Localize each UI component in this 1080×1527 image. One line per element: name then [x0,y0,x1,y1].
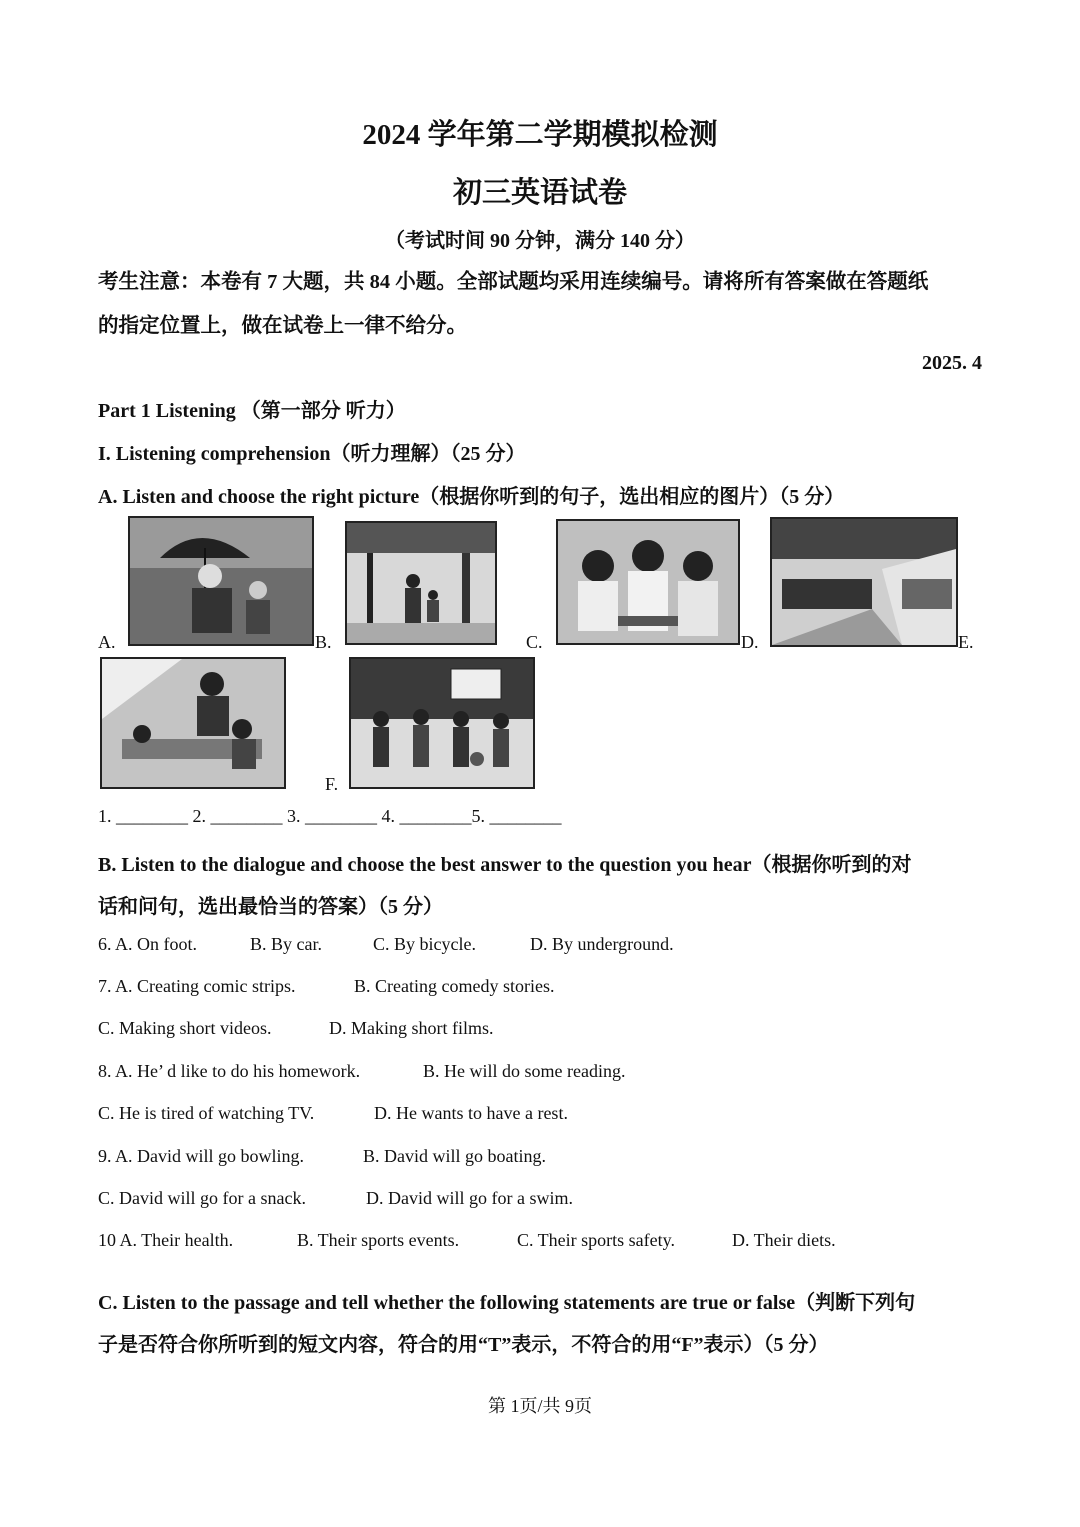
picture-label-a: A. [98,632,116,652]
q8-option-d: D. He wants to have a rest. [374,1103,568,1123]
notice-line-2: 的指定位置上，做在试卷上一律不给分。 [98,315,467,337]
q8-option-a: 8. A. He’ d like to do his homework. [98,1061,361,1081]
page-number: 第 1页/共 9页 [487,1396,592,1416]
q10-option-b: B. Their sports events. [297,1230,460,1250]
section-c-title-line-1: C. Listen to the passage and tell whether the following statements are true or false（判断下列句 [98,1292,916,1314]
q9-option-d: D. David will go for a swim. [366,1188,573,1208]
picture-basketball [349,657,535,789]
q9-option-b: B. David will go boating. [363,1146,546,1166]
q9-option-c: C. David will go for a snack. [98,1188,306,1208]
q10-option-a: 10 A. Their health. [98,1230,234,1250]
q8-option-c: C. He is tired of watching TV. [98,1103,315,1123]
q6-option-b: B. By car. [250,934,322,954]
picture-label-b: B. [315,632,332,652]
q8-option-b: B. He will do some reading. [423,1061,626,1081]
picture-label-c: C. [526,632,543,652]
answer-blanks: 1. ________ 2. ________ 3. ________ 4. ________5. ________ [98,806,562,826]
q9-option-a: 9. A. David will go bowling. [98,1146,304,1166]
q10-option-c: C. Their sports safety. [517,1230,675,1250]
section-b-title-line-1: B. Listen to the dialogue and choose the best answer to the question you hear（根据你听到的对 [98,854,912,876]
q7-option-a: 7. A. Creating comic strips. [98,976,296,996]
exam-date: 2025. 4 [922,352,982,374]
q6-option-c: C. By bicycle. [373,934,476,954]
section-b-title-line-2: 话和问句，选出最恰当的答案）（5 分） [98,896,443,918]
q6-option-a: 6. A. On foot. [98,934,197,954]
notice-line-1: 考生注意：本卷有 7 大题，共 84 小题。全部试题均采用连续编号。请将所有答案做在答题纸 [98,271,929,293]
picture-label-e: E. [958,632,974,652]
section-1-title: I. Listening comprehension（听力理解）（25 分） [98,443,526,465]
q10-option-d: D. Their diets. [732,1230,836,1250]
exam-title: 2024 学年第二学期模拟检测 [362,119,718,151]
q7-option-d: D. Making short films. [329,1018,494,1038]
picture-train-platform [770,517,958,647]
section-a-title: A. Listen and choose the right picture（根据你听到的句子，选出相应的图片）（5 分） [98,486,845,508]
picture-label-f: F. [325,774,339,794]
q7-option-c: C. Making short videos. [98,1018,272,1038]
picture-teacher-classroom [100,657,286,789]
picture-old-man-umbrella [128,516,314,646]
q6-option-d: D. By underground. [530,934,674,954]
q7-option-b: B. Creating comedy stories. [354,976,555,996]
exam-subtitle: 初三英语试卷 [452,177,627,209]
picture-label-d: D. [741,632,759,652]
part1-title: Part 1 Listening （第一部分 听力） [98,400,406,422]
section-c-title-line-2: 子是否符合你所听到的短文内容，符合的用“T”表示，不符合的用“F”表示）（5 分） [98,1334,829,1356]
exam-info: （考试时间 90 分钟，满分 140 分） [385,230,695,252]
picture-family-station [345,521,497,645]
picture-students-experiment [556,519,740,645]
